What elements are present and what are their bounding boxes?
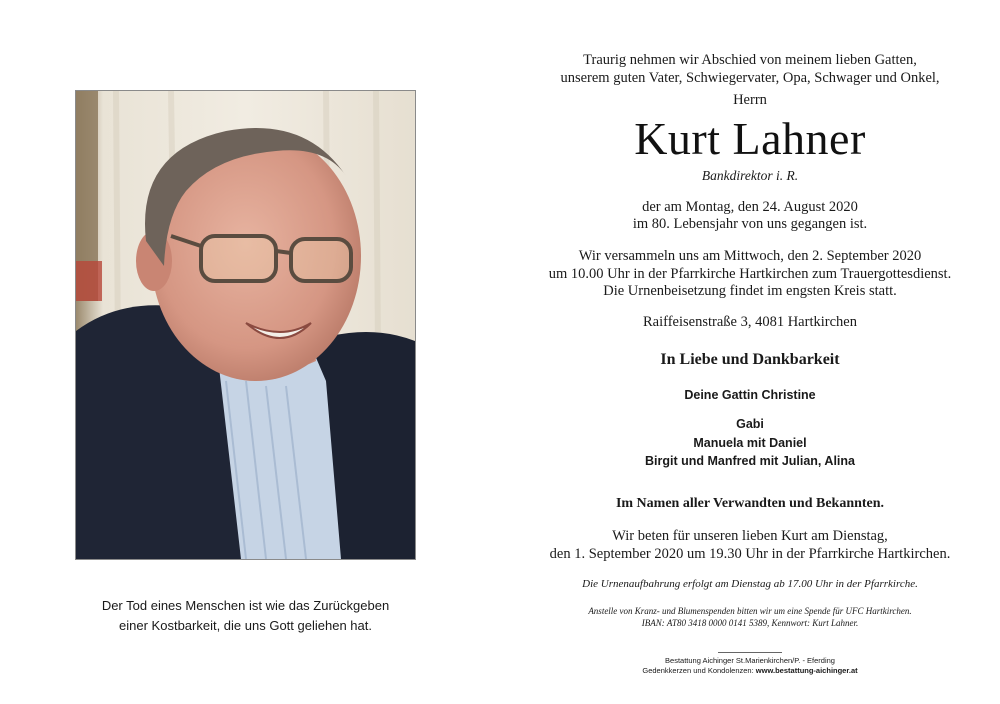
- undertaker-line-2: [500, 666, 1000, 676]
- intro-line-2: unserem guten Vater, Schwiegervater, Opa, Schwager und Onkel,: [560, 70, 940, 86]
- deceased-title: Bankdirektor i. R.: [701, 168, 799, 183]
- donation-info: [500, 606, 1000, 629]
- quote-line-2: einer Kostbarkeit, die uns Gott geliehen hat.: [119, 618, 372, 633]
- prayer-line-2: den 1. September 2020 um 19.30 Uhr in der Pfarrkirche Hartkirchen.: [549, 546, 951, 562]
- undertaker-line-1: Bestattung Aichinger St.Marienkirchen/P. - Eferding: [665, 656, 835, 665]
- wife-name: Deine Gattin Christine: [684, 388, 816, 402]
- undertaker-info: [500, 656, 1000, 675]
- funeral-service-info: [500, 248, 1000, 301]
- memorial-quote: [75, 596, 416, 636]
- undertaker-line-2-prefix: Gedenkkerzen und Kondolenzen:: [642, 665, 754, 675]
- gathering-line-1: Wir versammeln uns am Mittwoch, den 2. September 2020: [578, 248, 922, 264]
- quote-line-1: Der Tod eines Menschen ist wie das Zurückgeben: [101, 598, 390, 613]
- death-info: [500, 199, 1000, 233]
- family-member: Birgit und Manfred mit Julian, Alina: [645, 454, 855, 468]
- intro-text: [500, 51, 1000, 87]
- divider: [718, 652, 782, 653]
- intro-line-1: Traurig nehmen wir Abschied von meinem lieben Gatten,: [583, 52, 917, 68]
- salutation: Herrn: [733, 92, 767, 108]
- donation-line-2: IBAN: AT80 3418 0000 0141 5389, Kennwort: Kurt Lahner.: [641, 617, 859, 628]
- portrait-illustration: [76, 91, 415, 559]
- prayer-line-1: Wir beten für unseren lieben Kurt am Dienstag,: [612, 528, 888, 544]
- family-member: Gabi: [736, 417, 764, 431]
- undertaker-website-link[interactable]: www.bestattung-aichinger.at: [755, 665, 858, 675]
- gathering-line-2: um 10.00 Uhr in der Pfarrkirche Hartkirchen zum Trauergottesdienst.: [548, 265, 952, 282]
- deceased-name: Kurt Lahner: [634, 113, 866, 164]
- portrait-photo: [75, 90, 416, 560]
- death-line-2: im 80. Lebensjahr von uns gegangen ist.: [632, 216, 868, 232]
- relatives-line: Im Namen aller Verwandten und Bekannten.: [615, 496, 885, 511]
- family-list: [500, 415, 1000, 471]
- love-heading: In Liebe und Dankbarkeit: [660, 351, 840, 368]
- family-member: Manuela mit Daniel: [693, 435, 807, 450]
- gathering-line-3: Die Urnenbeisetzung findet im engsten Kreis statt.: [603, 283, 897, 299]
- death-line-1: der am Montag, den 24. August 2020: [642, 199, 858, 215]
- urn-viewing-info: Die Urnenaufbahrung erfolgt am Dienstag ab 17.00 Uhr in der Pfarrkirche.: [582, 578, 918, 590]
- prayer-info: [500, 527, 1000, 563]
- address: Raiffeisenstraße 3, 4081 Hartkirchen: [643, 314, 857, 330]
- donation-line-1: Anstelle von Kranz- und Blumenspenden bitten wir um eine Spende für UFC Hartkirchen.: [588, 606, 912, 616]
